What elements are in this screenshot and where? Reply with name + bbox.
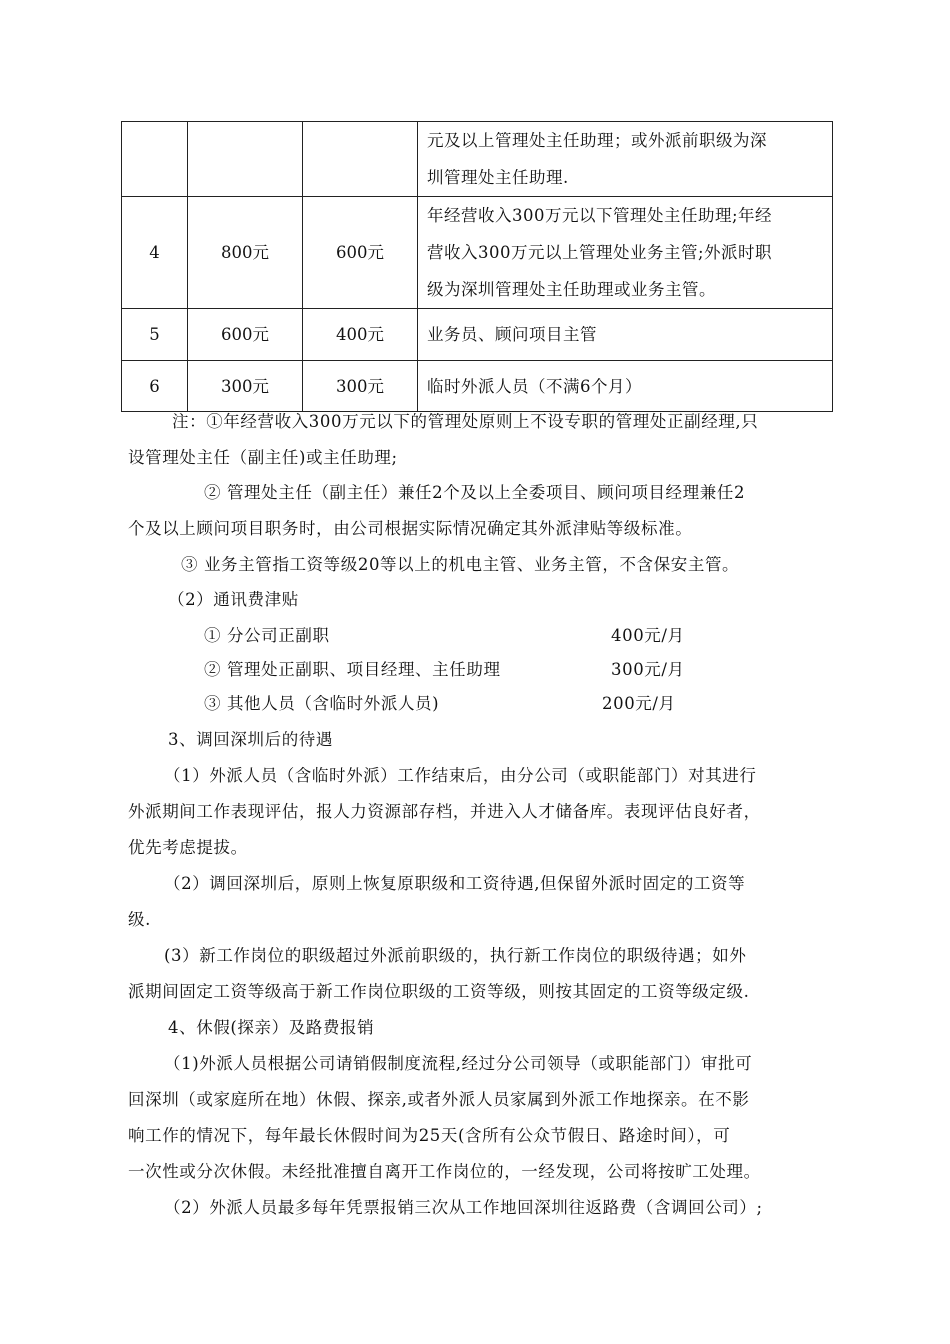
list-item: ② 管理处正副职、项目经理、主任助理	[204, 660, 501, 679]
list-item: ③ 其他人员（含临时外派人员)	[204, 694, 440, 713]
amount-a-cell: 600元	[188, 309, 303, 361]
table-row	[122, 197, 833, 309]
amount-a-cell: 800元	[188, 197, 303, 309]
paragraph-line: （1）外派人员（含临时外派）工作结束后，由分公司（或职能部门）对其进行	[164, 766, 757, 785]
amount-a-cell	[188, 122, 303, 197]
amount-b-cell: 600元	[303, 197, 418, 309]
amount-b-cell: 300元	[303, 361, 418, 412]
note-line: 个及以上顾问项目职务时，由公司根据实际情况确定其外派津贴等级标准。	[128, 519, 693, 538]
level-cell: 6	[122, 361, 188, 412]
section-heading: 4、休假(探亲）及路费报销	[168, 1018, 375, 1037]
allowance-table	[121, 121, 833, 412]
amount-b-cell: 400元	[303, 309, 418, 361]
amount-a-cell: 300元	[188, 361, 303, 412]
section-heading: （2）通讯费津贴	[168, 590, 299, 609]
amount-value: 400元/月	[611, 626, 685, 645]
paragraph-line: （2）调回深圳后，原则上恢复原职级和工资待遇,但保留外派时固定的工资等	[164, 874, 746, 893]
description-cell: 元及以上管理处主任助理；或外派前职级为深 圳管理处主任助理.	[418, 122, 833, 197]
paragraph-line: 优先考虑提拔。	[128, 838, 248, 857]
note-line: 注：①年经营收入300万元以下的管理处原则上不设专职的管理处正副经理,只	[172, 412, 759, 431]
paragraph-line: 外派期间工作表现评估，报人力资源部存档，并进入人才储备库。表现评估良好者，	[128, 802, 761, 821]
description-cell: 业务员、顾问项目主管	[418, 309, 833, 361]
table-row	[122, 309, 833, 361]
note-line: 设管理处主任（副主任)或主任助理;	[128, 448, 398, 467]
paragraph-line: 响工作的情况下，每年最长休假时间为25天(含所有公众节假日、路途时间），可	[128, 1126, 731, 1145]
note-line: ③ 业务主管指工资等级20等以上的机电主管、业务主管，不含保安主管。	[181, 555, 740, 574]
description-cell: 临时外派人员（不满6个月）	[418, 361, 833, 412]
level-cell	[122, 122, 188, 197]
amount-b-cell	[303, 122, 418, 197]
description-cell: 年经营收入300万元以下管理处主任助理;年经 营收入300万元以上管理处业务主管;外派时职 级为深圳管理处主任助理或业务主管。	[418, 197, 833, 309]
amount-value: 200元/月	[602, 694, 676, 713]
list-item: ① 分公司正副职	[204, 626, 330, 645]
amount-value: 300元/月	[611, 660, 685, 679]
paragraph-line: 级.	[128, 910, 151, 929]
level-cell: 4	[122, 197, 188, 309]
paragraph-line: （2）外派人员最多每年凭票报销三次从工作地回深圳往返路费（含调回公司）;	[164, 1198, 763, 1217]
paragraph-line: 派期间固定工资等级高于新工作岗位职级的工资等级，则按其固定的工资等级定级.	[128, 982, 750, 1001]
paragraph-line: (3）新工作岗位的职级超过外派前职级的，执行新工作岗位的职级待遇；如外	[164, 946, 747, 965]
section-heading: 3、调回深圳后的待遇	[168, 730, 333, 749]
note-line: ② 管理处主任（副主任）兼任2个及以上全委项目、顾问项目经理兼任2	[204, 483, 746, 502]
table-row	[122, 361, 833, 412]
paragraph-line: 一次性或分次休假。未经批准擅自离开工作岗位的，一经发现，公司将按旷工处理。	[128, 1162, 761, 1181]
paragraph-line: 回深圳（或家庭所在地）休假、探亲,或者外派人员家属到外派工作地探亲。在不影	[128, 1090, 750, 1109]
level-cell: 5	[122, 309, 188, 361]
table-row	[122, 122, 833, 197]
paragraph-line: （1)外派人员根据公司请销假制度流程,经过分公司领导（或职能部门）审批可	[164, 1054, 753, 1073]
